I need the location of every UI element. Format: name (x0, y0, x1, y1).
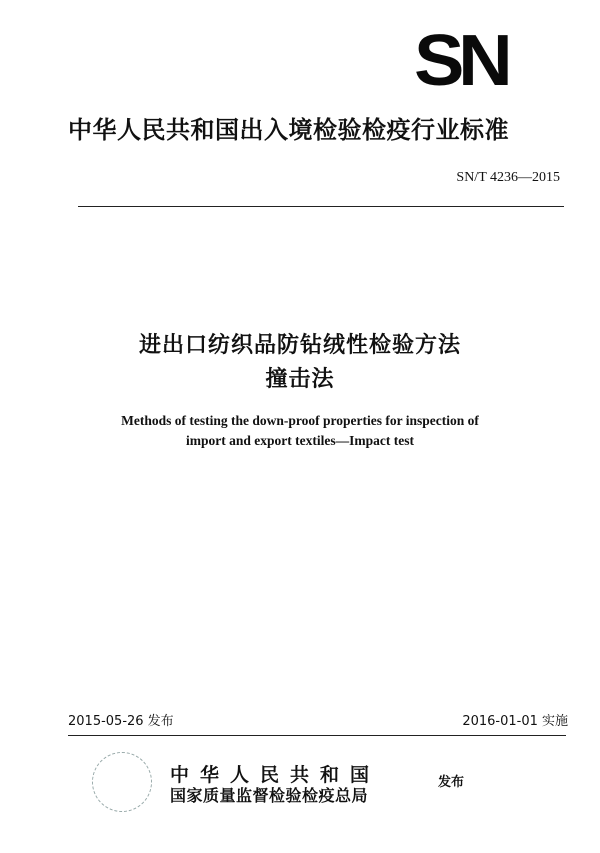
publish-label: 发布 (438, 775, 465, 790)
sn-logo: SN (414, 21, 507, 101)
implementation-date: 2016-01-01 实施 (462, 714, 568, 729)
english-title-line-1: Methods of testing the down-proof properties for inspection of (121, 413, 479, 428)
bottom-divider (68, 735, 566, 736)
english-title-line-2: import and export textiles—Impact test (186, 433, 414, 448)
issuer-country: 中华人民共和国 (170, 764, 381, 786)
issuer-agency: 国家质量监督检验检疫总局 (170, 786, 369, 805)
chinese-title-line-2: 撞击法 (265, 367, 335, 392)
standard-number: SN/T 4236—2015 (456, 170, 560, 185)
official-seal-stamp (92, 752, 152, 812)
standard-category-header: 中华人民共和国出入境检验检疫行业标准 (68, 116, 509, 144)
chinese-title-line-1: 进出口纺织品防钻绒性检验方法 (138, 333, 461, 358)
top-divider (78, 206, 564, 207)
issue-date: 2015-05-26 发布 (68, 714, 174, 729)
